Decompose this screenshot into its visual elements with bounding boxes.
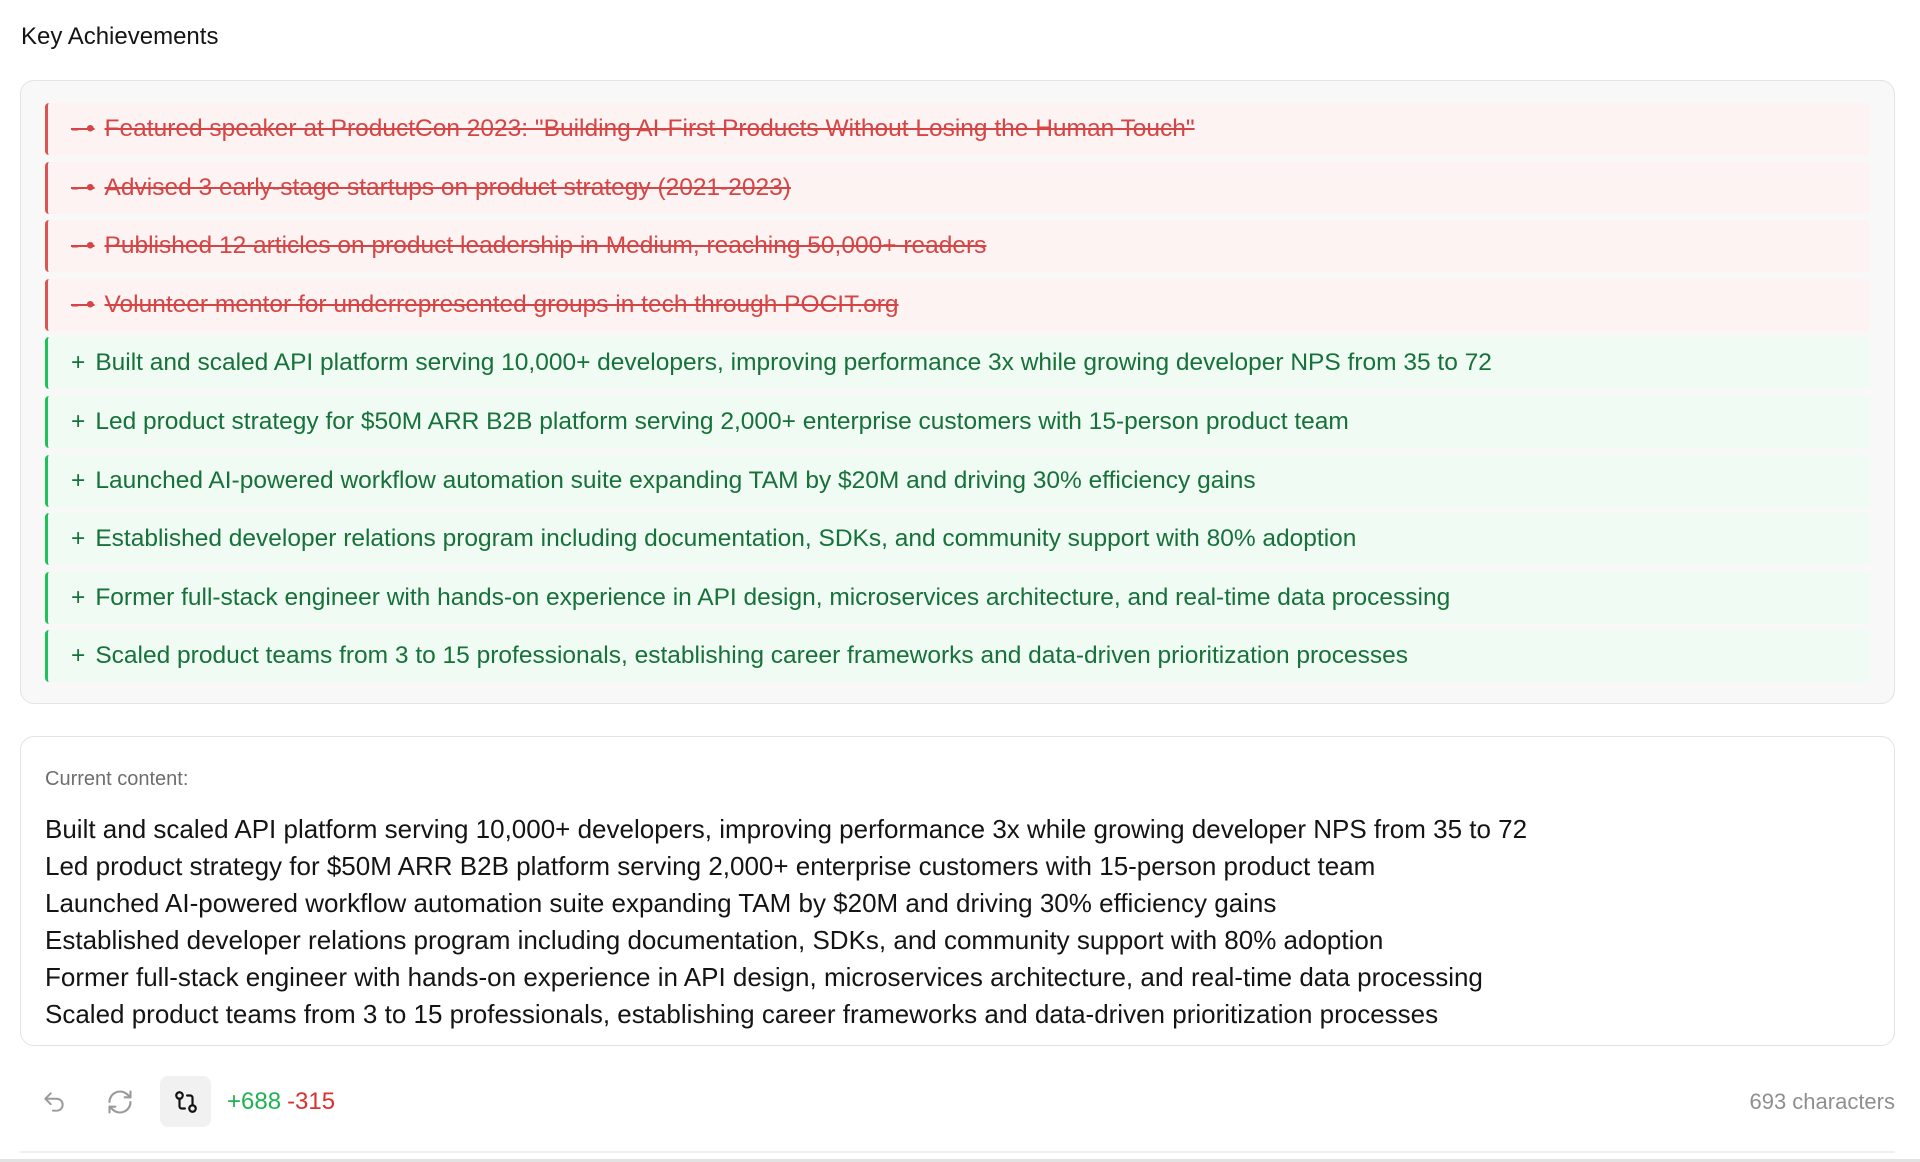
added-marker: + — [71, 407, 86, 435]
diff-row-removed — [45, 279, 1870, 331]
section-title: Key Achievements — [21, 23, 219, 50]
diff-row-added — [45, 513, 1870, 565]
character-count: 693 characters — [1749, 1088, 1895, 1114]
removed-marker: - • — [71, 290, 95, 318]
footer-divider — [20, 1151, 1895, 1153]
diff-row-text: Built and scaled API platform serving 10,000+ developers, improving performance 3x while growing developer NPS from 35 to 72 — [95, 349, 1492, 377]
added-marker: + — [71, 349, 86, 377]
toggle-diff-button[interactable] — [160, 1076, 211, 1127]
removed-marker: - • — [71, 232, 95, 260]
diff-row-added — [45, 572, 1870, 624]
additions-count: +688 — [227, 1087, 282, 1115]
diff-row-text: Published 12 articles on product leadership in Medium, reaching 50,000+ readers — [104, 232, 987, 260]
current-content-label: Current content: — [45, 768, 189, 790]
content-line: Built and scaled API platform serving 10,000+ developers, improving performance 3x while growing developer NPS from 35 to 72 — [45, 814, 1528, 844]
diff-row-removed — [45, 162, 1870, 214]
diff-row-added — [45, 396, 1870, 448]
diff-row-removed — [45, 103, 1870, 155]
diff-row-text: Former full-stack engineer with hands-on experience in API design, microservices architecture, and real-time data processing — [95, 583, 1451, 611]
diff-row-text: Volunteer mentor for underrepresented groups in tech through POCIT.org — [104, 290, 899, 318]
diff-row-removed — [45, 220, 1870, 272]
diff-row-text: Established developer relations program including documentation, SDKs, and community support with 80% adoption — [95, 525, 1357, 553]
added-marker: + — [71, 583, 86, 611]
content-line: Scaled product teams from 3 to 15 professionals, establishing career frameworks and data-driven prioritization processes — [45, 999, 1439, 1029]
added-marker: + — [71, 466, 86, 494]
diff-row-added — [45, 630, 1870, 682]
regenerate-button[interactable] — [98, 1080, 142, 1124]
content-line: Led product strategy for $50M ARR B2B platform serving 2,000+ enterprise customers with 15-person product team — [45, 851, 1376, 881]
undo-button[interactable] — [32, 1080, 76, 1124]
removed-marker: - • — [71, 115, 95, 142]
undo-icon — [41, 1089, 67, 1115]
content-line: Former full-stack engineer with hands-on experience in API design, microservices architecture, and real-time data processing — [45, 962, 1483, 992]
refresh-icon — [106, 1088, 134, 1116]
diff-row-text: Advised 3 early-stage startups on product strategy (2021-2023) — [104, 173, 791, 201]
diff-stats — [227, 1088, 335, 1116]
current-content-box[interactable] — [20, 736, 1895, 1046]
diff-row-text: Featured speaker at ProductCon 2023: "Building AI-First Products Without Losing the Human Touch" — [104, 115, 1195, 142]
diff-row-added — [45, 455, 1870, 507]
diff-row-text: Scaled product teams from 3 to 15 professionals, establishing career frameworks and data-driven prioritization processes — [95, 642, 1409, 670]
added-marker: + — [71, 525, 86, 553]
diff-row-text: Launched AI-powered workflow automation suite expanding TAM by $20M and driving 30% efficiency gains — [95, 466, 1256, 494]
diff-panel — [20, 80, 1895, 704]
added-marker: + — [71, 642, 86, 670]
git-compare-icon — [173, 1089, 199, 1115]
deletions-count: -315 — [287, 1087, 336, 1115]
content-line: Launched AI-powered workflow automation suite expanding TAM by $20M and driving 30% efficiency gains — [45, 888, 1277, 918]
removed-marker: - • — [71, 173, 95, 201]
diff-row-text: Led product strategy for $50M ARR B2B platform serving 2,000+ enterprise customers with 15-person product team — [95, 407, 1349, 435]
editor-footer — [20, 1076, 1895, 1127]
diff-row-added — [45, 337, 1870, 389]
content-line: Established developer relations program including documentation, SDKs, and community support with 80% adoption — [45, 925, 1384, 955]
